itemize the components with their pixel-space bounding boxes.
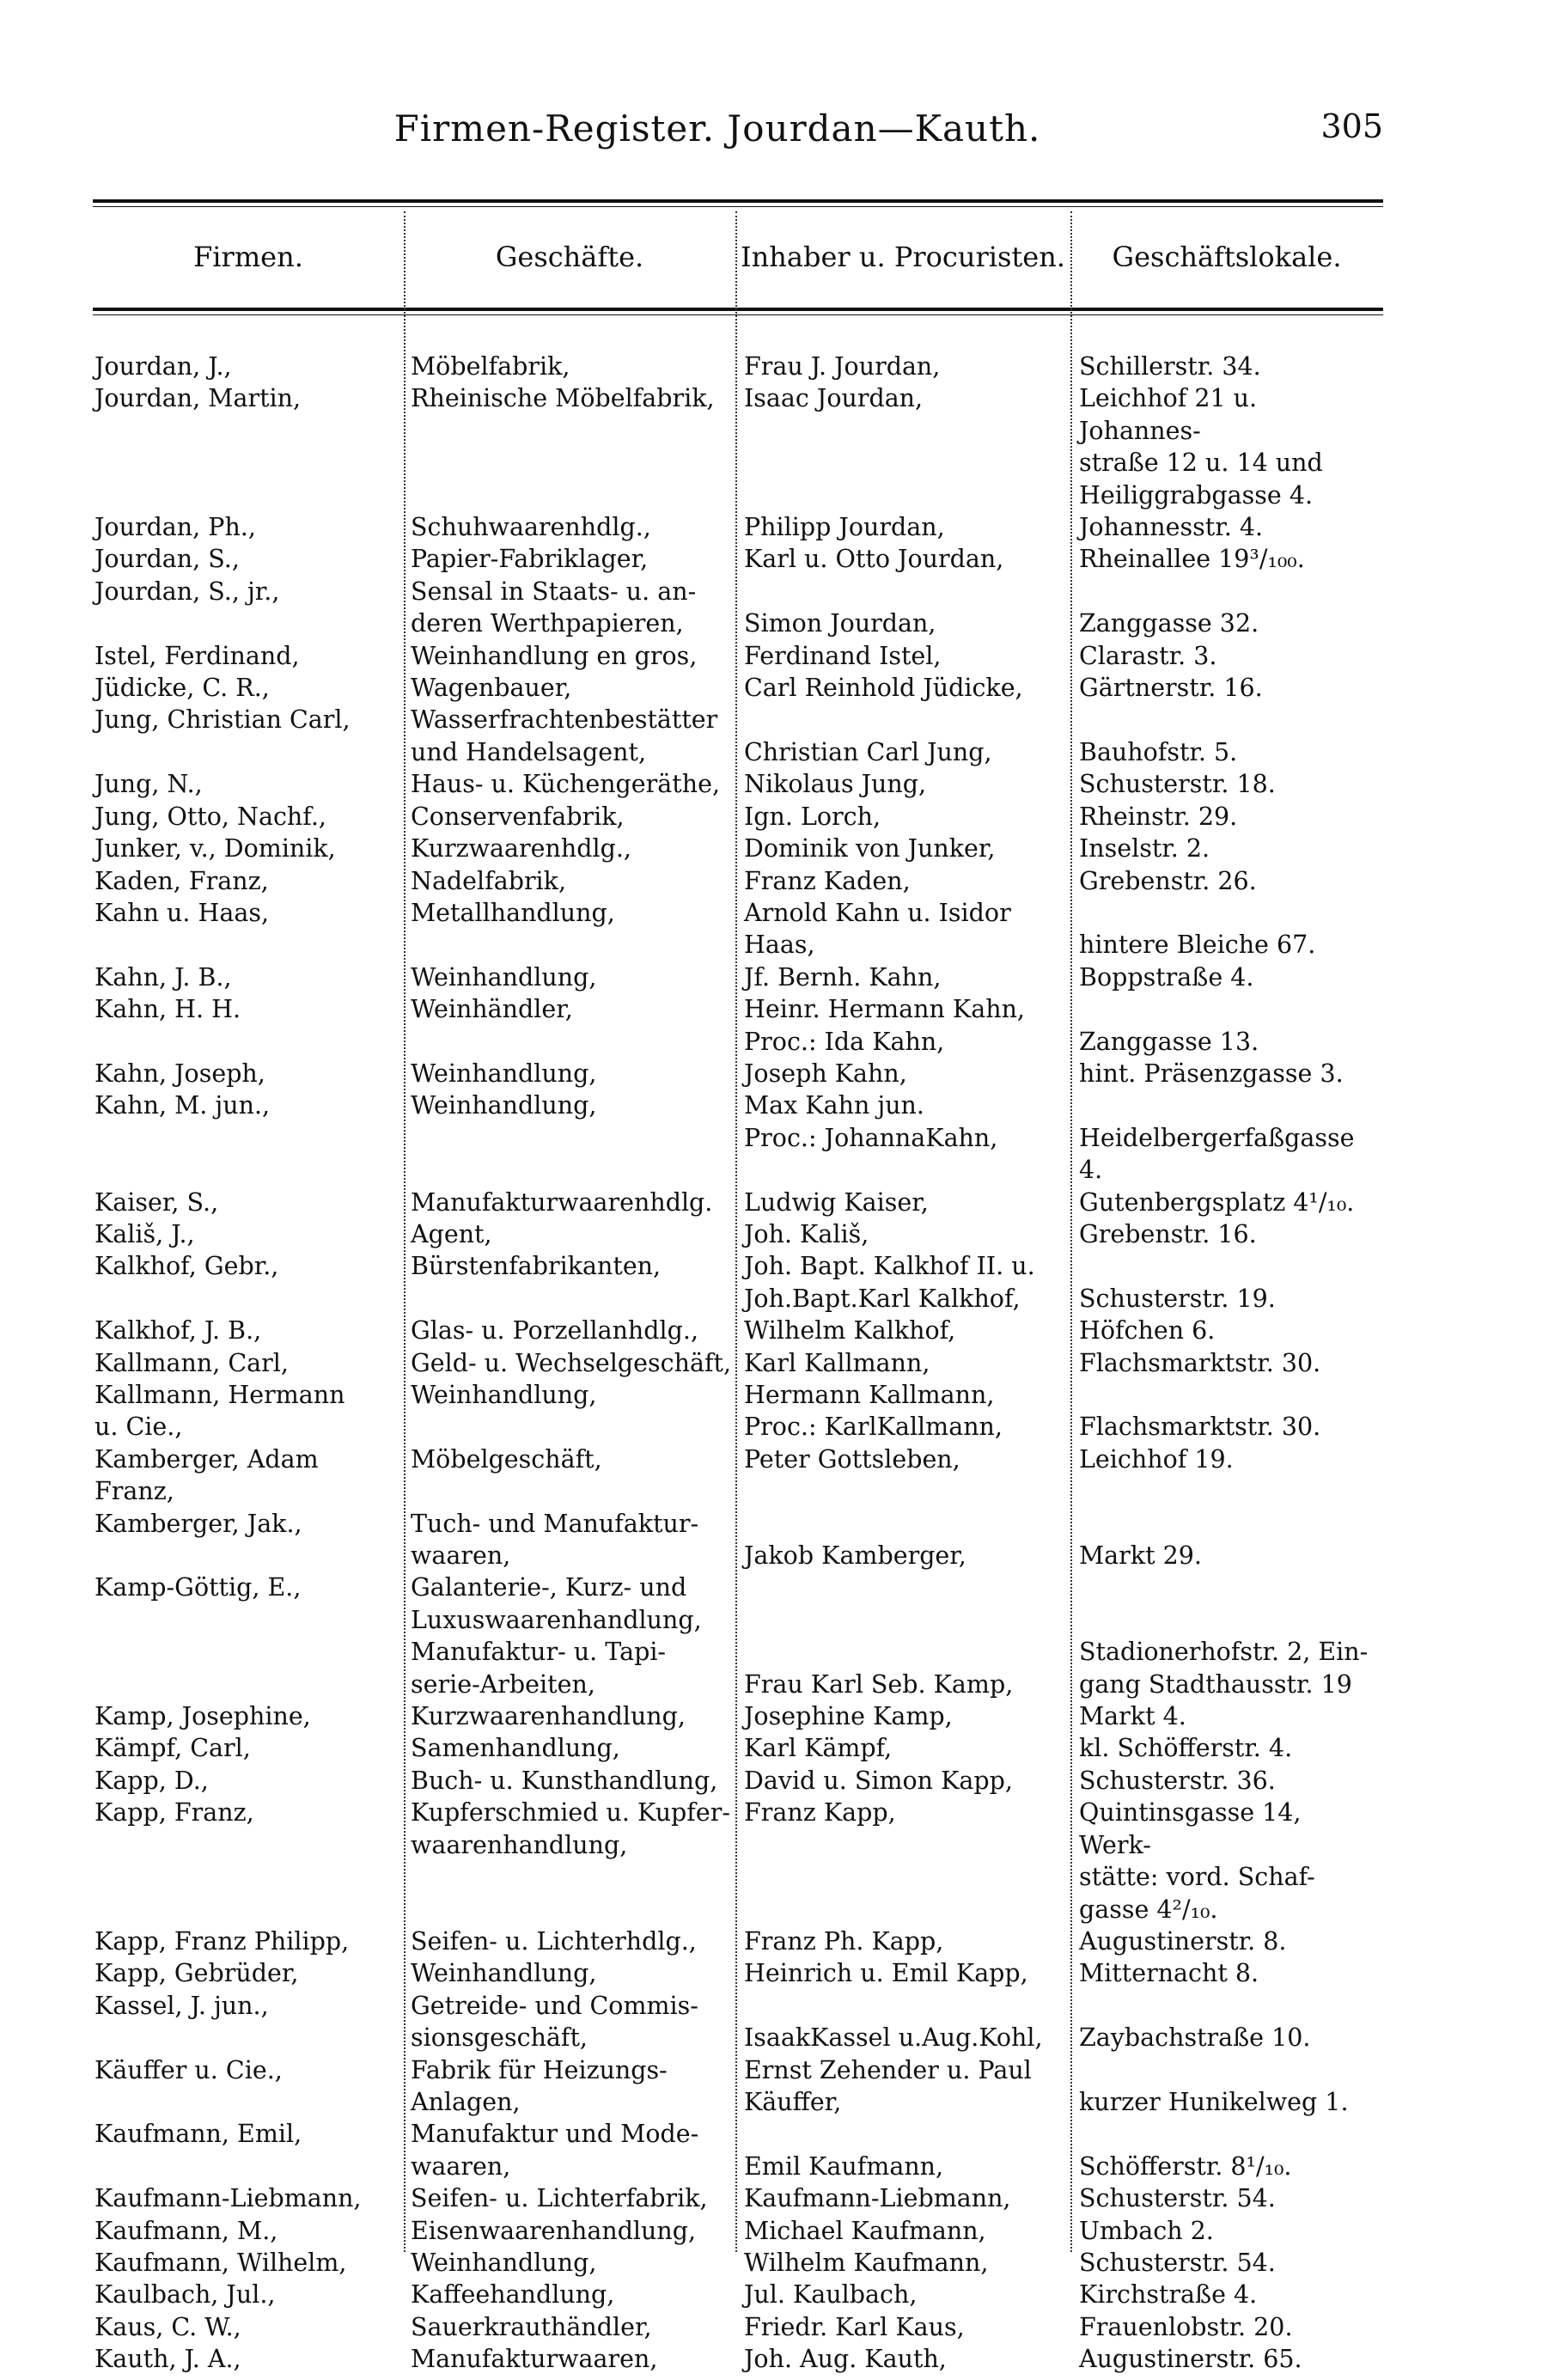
cell-premises: Frauenlobstr. 20. xyxy=(1079,2312,1293,2341)
cell-premises: hint. Präsenzgasse 3. xyxy=(1079,1059,1344,1088)
cell-owners: Jakob Kamberger, xyxy=(744,1541,966,1571)
cell-business: Eisenwaarenhandlung, xyxy=(411,2216,697,2245)
cell-owners: Frau Karl Seb. Kamp, xyxy=(744,1669,1014,1699)
cell-business: Weinhändler, xyxy=(411,995,573,1024)
cell-business: Nadelfabrik, xyxy=(411,866,567,895)
cell-firm: Kapp, Franz, xyxy=(95,1798,254,1828)
cell-firm: Kaufmann, Emil, xyxy=(95,2120,302,2149)
cell-premises: Zaybachstraße 10. xyxy=(1079,2023,1311,2053)
cell-firm: Jourdan, S., jr., xyxy=(95,577,280,606)
page-number: 305 xyxy=(1320,107,1383,145)
cell-business: Möbelgeschäft, xyxy=(411,1444,602,1474)
cell-owners: Arnold Kahn u. Isidor Haas, xyxy=(744,898,1011,960)
table-row xyxy=(93,1732,1383,1764)
cell-firm: Jüdicke, C. R., xyxy=(95,674,270,703)
cell-premises: Schusterstr. 54. xyxy=(1079,2184,1276,2213)
cell-firm: Kališ, J., xyxy=(95,1219,195,1248)
table-row xyxy=(93,1347,1383,1379)
cell-firm: Kahn u. Haas, xyxy=(95,898,270,927)
cell-owners: Nikolaus Jung, xyxy=(744,770,927,799)
cell-owners: Heinr. Hermann Kahn, Proc.: Ida Kahn, xyxy=(744,995,1025,1056)
cell-firm: Kämpf, Carl, xyxy=(95,1734,251,1763)
cell-premises: Flachsmarktstr. 30. xyxy=(1079,1348,1321,1377)
table-row xyxy=(93,768,1383,800)
cell-firm: Kamp-Göttig, E., xyxy=(95,1573,302,1602)
cell-owners: Ludwig Kaiser, xyxy=(744,1187,929,1217)
cell-owners: Joh. Kališ, xyxy=(744,1219,869,1248)
cell-business: Galanterie-, Kurz- und Luxuswaarenhandlung, Manufaktur- u. Tapi- serie-Arbeiten, xyxy=(411,1573,702,1699)
table-row xyxy=(93,576,1383,640)
cell-business: Wagenbauer, xyxy=(411,674,572,703)
running-title: Firmen-Register. Jourdan—Kauth. xyxy=(393,107,1041,150)
cell-premises: Johannesstr. 4. xyxy=(1079,513,1264,542)
table-row xyxy=(93,1925,1383,1957)
cell-owners: Christian Carl Jung, xyxy=(744,737,992,766)
cell-owners: Ign. Lorch, xyxy=(744,802,881,831)
cell-premises: kl. Schöfferstr. 4. xyxy=(1079,1734,1293,1763)
cell-premises: kurzer Hunikelweg 1. xyxy=(1079,2087,1349,2116)
table-row xyxy=(93,801,1383,833)
cell-business: Weinhandlung, xyxy=(411,962,597,992)
cell-business: Rheinische Möbelfabrik, xyxy=(411,384,715,413)
cell-premises: Leichhof 21 u. Johannes- straße 12 u. 14 und Heiliggrabgasse 4. xyxy=(1079,384,1323,510)
cell-business: Fabrik für Heizungs- Anlagen, xyxy=(411,2055,668,2116)
cell-business: Kurzwaarenhdlg., xyxy=(411,834,631,864)
table-row xyxy=(93,1957,1383,1989)
cell-firm: Jung, N., xyxy=(95,770,203,799)
cell-firm: Jung, Otto, Nachf., xyxy=(95,802,326,831)
cell-owners: Philipp Jourdan, xyxy=(744,513,945,542)
cell-business: Weinhandlung en gros, xyxy=(411,641,698,670)
cell-business: Buch- u. Kunsthandlung, xyxy=(411,1766,718,1795)
cell-firm: Kaulbach, Jul., xyxy=(95,2280,276,2310)
table-row xyxy=(93,1315,1383,1346)
table-row xyxy=(93,897,1383,961)
table-row xyxy=(93,351,1383,382)
cell-business: Weinhandlung, xyxy=(411,1091,597,1120)
cell-owners: Isaac Jourdan, xyxy=(744,384,924,413)
cell-premises: Bauhofstr. 5. xyxy=(1079,737,1238,766)
table-row xyxy=(93,1990,1383,2054)
cell-premises: Quintinsgasse 14, Werk- stätte: vord. Schaf- gasse 4²/₁₀. xyxy=(1079,1798,1315,1924)
cell-firm: Kahn, Joseph, xyxy=(95,1059,265,1088)
cell-owners: Wilhelm Kaufmann, xyxy=(744,2248,989,2277)
table-row xyxy=(93,1797,1383,1925)
cell-business: Metallhandlung, xyxy=(411,898,615,927)
cell-business: Weinhandlung, xyxy=(411,1059,597,1088)
cell-premises: Zanggasse 13. xyxy=(1079,1027,1259,1056)
table-row xyxy=(93,511,1383,543)
cell-firm: Kallmann, Carl, xyxy=(95,1348,289,1377)
table-row xyxy=(93,961,1383,993)
cell-owners: Joseph Kahn, xyxy=(744,1059,907,1088)
cell-premises: Boppstraße 4. xyxy=(1079,962,1254,992)
table-row xyxy=(93,1765,1383,1797)
cell-owners: Joh. Bapt. Kalkhof II. u. Joh.Bapt.Karl Kalkhof, xyxy=(744,1252,1035,1313)
table-row xyxy=(93,2279,1383,2310)
cell-business: Glas- u. Porzellanhdlg., xyxy=(411,1316,699,1346)
cell-business: Wasserfrachtenbestätter und Handelsagent, xyxy=(411,705,718,766)
cell-owners: Jul. Kaulbach, xyxy=(744,2280,918,2310)
register-table xyxy=(93,351,1383,2376)
cell-business: Agent, xyxy=(411,1219,492,1248)
table-row xyxy=(93,2343,1383,2375)
cell-business: Kurzwaarenhandlung, xyxy=(411,1702,686,1731)
cell-premises: Rheinstr. 29. xyxy=(1079,802,1238,831)
cell-business: Seifen- u. Lichterhdlg., xyxy=(411,1926,697,1956)
table-row xyxy=(93,1187,1383,1218)
table-row xyxy=(93,2247,1383,2279)
table-row xyxy=(93,1058,1383,1089)
cell-premises: Heidelbergerfaßgasse 4. xyxy=(1079,1123,1355,1185)
table-row xyxy=(93,2118,1383,2182)
table-row xyxy=(93,2311,1383,2343)
cell-business: Weinhandlung, xyxy=(411,2248,597,2277)
cell-premises: Clarastr. 3. xyxy=(1079,641,1217,670)
table-row xyxy=(93,833,1383,864)
cell-premises: Flachsmarktstr. 30. xyxy=(1079,1413,1321,1442)
cell-owners: Peter Gottsleben, xyxy=(744,1444,960,1474)
table-row xyxy=(93,865,1383,897)
cell-owners: Wilhelm Kalkhof, xyxy=(744,1316,956,1346)
cell-owners: Kaufmann-Liebmann, xyxy=(744,2184,1011,2213)
cell-owners: Hermann Kallmann, Proc.: KarlKallmann, xyxy=(744,1381,1003,1442)
cell-premises: Schusterstr. 19. xyxy=(1079,1284,1276,1313)
cell-owners: Michael Kaufmann, xyxy=(744,2216,986,2245)
column-header-firm: Firmen. xyxy=(193,241,303,273)
table-row xyxy=(93,672,1383,704)
cell-firm: Kamberger, Jak., xyxy=(95,1509,302,1538)
cell-owners: Carl Reinhold Jüdicke, xyxy=(744,674,1023,703)
cell-owners: IsaakKassel u.Aug.Kohl, xyxy=(744,2023,1043,2053)
table-row xyxy=(93,2182,1383,2214)
cell-firm: Kauth, J. A., xyxy=(95,2345,241,2374)
cell-owners: Karl Kallmann, xyxy=(744,1348,930,1377)
cell-firm: Jourdan, S., xyxy=(95,545,240,574)
table-row xyxy=(93,1250,1383,1315)
cell-firm: Kaus, C. W., xyxy=(95,2312,241,2341)
top-rule-thin xyxy=(93,206,1383,207)
column-header-premises: Geschäftslokale. xyxy=(1112,241,1342,273)
cell-premises: Augustinerstr. 8. xyxy=(1079,1926,1287,1956)
cell-owners: Emil Kaufmann, xyxy=(744,2151,944,2181)
cell-premises: Gutenbergsplatz 4¹/₁₀. xyxy=(1079,1187,1355,1217)
cell-premises: Stadionerhofstr. 2, Ein- gang Stadthausstr. 19 xyxy=(1079,1638,1369,1699)
cell-owners: Franz Ph. Kapp, xyxy=(744,1926,944,1956)
cell-business: Weinhandlung, xyxy=(411,1959,597,1988)
cell-firm: Kaiser, S., xyxy=(95,1187,219,1217)
cell-premises: Kirchstraße 4. xyxy=(1079,2280,1258,2310)
table-row xyxy=(93,1508,1383,1572)
table-row xyxy=(93,993,1383,1058)
table-row xyxy=(93,1571,1383,1700)
cell-premises: Mitternacht 8. xyxy=(1079,1959,1259,1988)
cell-owners: Ernst Zehender u. Paul Käuffer, xyxy=(744,2055,1032,2116)
cell-firm: Kassel, J. jun., xyxy=(95,1991,269,2020)
table-row xyxy=(93,382,1383,511)
cell-firm: Jourdan, Ph., xyxy=(95,513,256,542)
cell-business: Getreide- und Commis- sionsgeschäft, xyxy=(411,1991,698,2053)
page-header xyxy=(0,107,1567,159)
header-rule-thin xyxy=(93,314,1383,315)
cell-firm: Jourdan, Martin, xyxy=(95,384,302,413)
cell-business: Haus- u. Küchengeräthe, xyxy=(411,770,721,799)
cell-business: Kaffeehandlung, xyxy=(411,2280,615,2310)
cell-business: Manufakturwaaren, xyxy=(411,2345,658,2374)
table-row xyxy=(93,704,1383,768)
cell-business: Seifen- u. Lichterfabrik, xyxy=(411,2184,708,2213)
cell-firm: Kaden, Franz, xyxy=(95,866,269,895)
cell-owners: Jf. Bernh. Kahn, xyxy=(744,962,942,992)
cell-owners: Friedr. Karl Kaus, xyxy=(744,2312,965,2341)
table-row xyxy=(93,1443,1383,1508)
cell-owners: Franz Kaden, xyxy=(744,866,911,895)
table-row xyxy=(93,1700,1383,1732)
cell-owners: Simon Jourdan, xyxy=(744,609,936,638)
cell-owners: Dominik von Junker, xyxy=(744,834,996,864)
cell-owners: Frau J. Jourdan, xyxy=(744,352,941,381)
table-row xyxy=(93,640,1383,672)
cell-business: Tuch- und Manufaktur- waaren, xyxy=(411,1509,699,1571)
cell-premises: Augustinerstr. 65. xyxy=(1079,2345,1302,2374)
cell-premises: hintere Bleiche 67. xyxy=(1079,931,1316,960)
cell-firm: Junker, v., Dominik, xyxy=(95,834,336,864)
cell-owners: Karl Kämpf, xyxy=(744,1734,893,1763)
cell-business: Papier-Fabriklager, xyxy=(411,545,649,574)
cell-owners: Josephine Kamp, xyxy=(744,1702,953,1731)
cell-firm: Kalkhof, Gebr., xyxy=(95,1252,279,1281)
cell-premises: Schusterstr. 36. xyxy=(1079,1766,1276,1795)
cell-firm: Kaufmann, M., xyxy=(95,2216,278,2245)
cell-firm: Kahn, M. jun., xyxy=(95,1091,271,1120)
table-row xyxy=(93,543,1383,575)
cell-premises: Schusterstr. 18. xyxy=(1079,770,1276,799)
cell-owners: Franz Kapp, xyxy=(744,1798,896,1828)
cell-business: Kupferschmied u. Kupfer- waarenhandlung, xyxy=(411,1798,730,1859)
cell-premises: Schöfferstr. 8¹/₁₀. xyxy=(1079,2151,1292,2181)
cell-premises: Höfchen 6. xyxy=(1079,1316,1216,1346)
table-row xyxy=(93,2054,1383,2119)
header-rule xyxy=(93,308,1383,311)
cell-firm: Kamberger, Adam Franz, xyxy=(95,1444,319,1506)
cell-premises: Schillerstr. 34. xyxy=(1079,352,1261,381)
cell-business: Samenhandlung, xyxy=(411,1734,620,1763)
cell-business: Schuhwaarenhdlg., xyxy=(411,513,651,542)
cell-premises: Zanggasse 32. xyxy=(1079,609,1259,638)
cell-business: Bürstenfabrikanten, xyxy=(411,1252,662,1281)
cell-firm: Jourdan, J., xyxy=(95,352,232,381)
cell-firm: Kalkhof, J. B., xyxy=(95,1316,262,1346)
cell-owners: David u. Simon Kapp, xyxy=(744,1766,1013,1795)
cell-premises: Gärtnerstr. 16. xyxy=(1079,674,1263,703)
table-row xyxy=(93,1218,1383,1250)
column-header-business: Geschäfte. xyxy=(495,241,644,273)
cell-firm: Kallmann, Hermann u. Cie., xyxy=(95,1381,345,1442)
cell-business: Sauerkrauthändler, xyxy=(411,2312,652,2341)
cell-firm: Kamp, Josephine, xyxy=(95,1702,311,1731)
cell-premises: Inselstr. 2. xyxy=(1079,834,1210,864)
cell-business: Conservenfabrik, xyxy=(411,802,625,831)
cell-owners: Joh. Aug. Kauth, xyxy=(744,2345,947,2374)
cell-firm: Istel, Ferdinand, xyxy=(95,641,300,670)
cell-premises: Schusterstr. 54. xyxy=(1079,2248,1276,2277)
table-row xyxy=(93,2215,1383,2247)
cell-firm: Kaufmann, Wilhelm, xyxy=(95,2248,347,2277)
cell-firm: Kaufmann-Liebmann, xyxy=(95,2184,362,2213)
table-row xyxy=(93,1379,1383,1443)
cell-business: Geld- u. Wechselgeschäft, xyxy=(411,1348,732,1377)
cell-firm: Kahn, H. H. xyxy=(95,995,241,1024)
cell-firm: Kahn, J. B., xyxy=(95,962,232,992)
table-row xyxy=(93,1089,1383,1186)
cell-premises: Leichhof 19. xyxy=(1079,1444,1234,1474)
cell-business: Manufaktur und Mode- waaren, xyxy=(411,2120,699,2181)
cell-premises: Rheinallee 19³/₁₀₀. xyxy=(1079,545,1305,574)
cell-business: Weinhandlung, xyxy=(411,1381,597,1409)
cell-premises: Grebenstr. 26. xyxy=(1079,866,1257,895)
cell-business: Möbelfabrik, xyxy=(411,352,570,381)
cell-business: Sensal in Staats- u. an- deren Werthpapieren, xyxy=(411,577,697,638)
cell-firm: Käuffer u. Cie., xyxy=(95,2055,283,2084)
cell-firm: Kapp, Franz Philipp, xyxy=(95,1926,350,1956)
cell-owners: Karl u. Otto Jourdan, xyxy=(744,545,1004,574)
cell-firm: Kapp, D., xyxy=(95,1766,209,1795)
cell-owners: Heinrich u. Emil Kapp, xyxy=(744,1959,1028,1988)
cell-premises: Markt 4. xyxy=(1079,1702,1186,1731)
cell-owners: Ferdinand Istel, xyxy=(744,641,942,670)
cell-business: Manufakturwaarenhdlg. xyxy=(411,1187,713,1217)
cell-firm: Jung, Christian Carl, xyxy=(95,705,351,735)
cell-firm: Kapp, Gebrüder, xyxy=(95,1959,299,1988)
column-header-owners: Inhaber u. Procuristen. xyxy=(741,241,1065,273)
cell-owners: Max Kahn jun. Proc.: JohannaKahn, xyxy=(744,1091,998,1152)
top-rule xyxy=(93,199,1383,203)
cell-premises: Markt 29. xyxy=(1079,1541,1202,1571)
cell-premises: Grebenstr. 16. xyxy=(1079,1219,1257,1248)
cell-premises: Umbach 2. xyxy=(1079,2216,1214,2245)
